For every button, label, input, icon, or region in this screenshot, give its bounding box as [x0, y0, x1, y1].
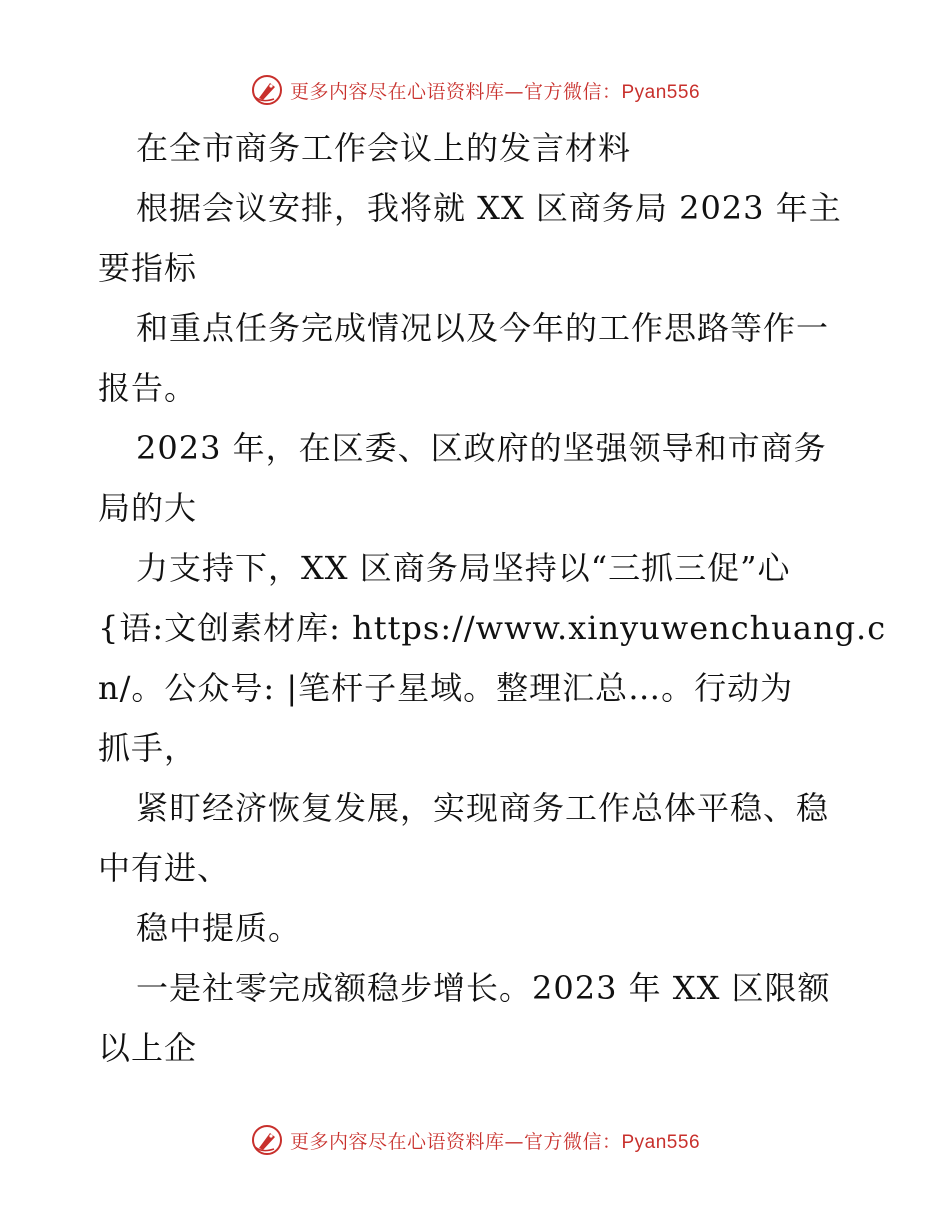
- paragraph-line: 2023 年，在区委、区政府的坚强领导和市商务: [136, 429, 827, 467]
- paragraph-line: 紧盯经济恢复发展，实现商务工作总体平稳、稳: [136, 789, 830, 827]
- footer-banner: [0, 1120, 950, 1160]
- paragraph-line: 和重点任务完成情况以及今年的工作思路等作一: [136, 309, 830, 347]
- header-banner-text: [290, 77, 700, 104]
- header-banner-label: 更多内容尽在心语资料库—官方微信：: [289, 80, 622, 103]
- paragraph-line: 一是社零完成额稳步增长。2023 年 XX 区限额: [136, 969, 831, 1007]
- paragraph-line: 力支持下，XX 区商务局坚持以“三抓三促”心: [136, 549, 791, 587]
- paragraph-line: n/。公众号: |笔杆子星域。整理汇总…。行动为: [98, 669, 794, 707]
- paragraph-line: {语:文创素材库: https://www.xinyuwenchuang.c: [98, 609, 887, 647]
- paragraph-line: 中有进、: [98, 849, 231, 887]
- header-wechat-id: Pyan556: [621, 81, 701, 103]
- paragraph-line: 报告。: [98, 369, 198, 407]
- document-title: 在全市商务工作会议上的发言材料: [136, 129, 632, 167]
- footer-banner-label: 更多内容尽在心语资料库—官方微信：: [289, 1130, 622, 1153]
- document-body: [98, 118, 887, 1078]
- paragraph-line: 抓手，: [98, 729, 198, 767]
- paragraph-line: 以上企: [98, 1029, 198, 1067]
- pen-nib-logo-icon: [250, 73, 284, 107]
- paragraph-line: 根据会议安排，我将就 XX 区商务局 2023 年主: [136, 189, 842, 227]
- paragraph-line: 稳中提质。: [136, 909, 302, 947]
- footer-banner-text: [290, 1127, 700, 1154]
- paragraph-line: 要指标: [98, 249, 198, 287]
- header-banner: [0, 70, 950, 110]
- footer-wechat-id: Pyan556: [621, 1131, 701, 1153]
- pen-nib-logo-icon: [250, 1123, 284, 1157]
- paragraph-line: 局的大: [98, 489, 198, 527]
